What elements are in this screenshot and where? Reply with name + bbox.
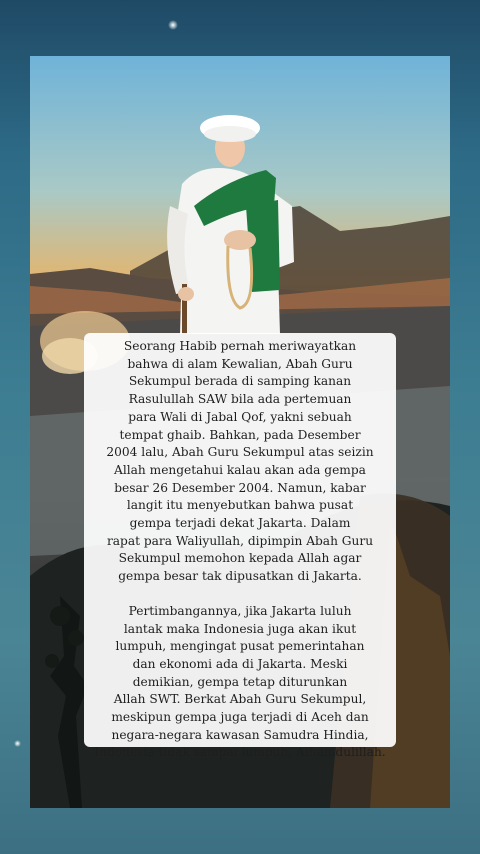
story-line: tempat ghaib. Bahkan, pada Desember [119, 427, 361, 442]
story-text-card [84, 333, 396, 760]
sparkle-decoration [14, 740, 21, 747]
story-line: demikian, gempa tetap diturunkan [132, 674, 348, 689]
story-line: 2004 lalu, Abah Guru Sekumpul atas seizin [106, 445, 374, 460]
story-line: Seorang Habib pernah meriwayatkan [123, 339, 357, 353]
story-line: langit itu menyebutkan bahwa pusat [126, 498, 354, 513]
story-line: Allah mengetahui kalau akan ada gempa [114, 462, 366, 477]
story-line: bahwa di alam Kewalian, Abah Guru [127, 356, 353, 371]
story-line: Pertimbangannya, jika Jakarta luluh [128, 603, 352, 618]
sparkle-decoration [168, 20, 178, 30]
person-figure [167, 115, 294, 334]
story-line: Sekumpul memohon kepada Allah agar [118, 551, 362, 566]
story-line: Allah SWT. Berkat Abah Guru Sekumpul, [113, 692, 367, 707]
story-line: rapat para Waliyullah, dipimpin Abah Guru [106, 533, 374, 548]
story-line: lumpuh, mengingat pusat pemerintahan [115, 639, 365, 654]
story-line: gempa besar tak dipusatkan di Jakarta. [118, 569, 362, 584]
paragraph-spacer [90, 586, 390, 603]
story-line: lantak maka Indonesia juga akan ikut [123, 621, 357, 636]
story-line: negara-negara kawasan Samudra Hindia, [111, 727, 369, 742]
story-line: Rasulullah SAW bila ada pertemuan [128, 392, 352, 407]
story-line: besar 26 Desember 2004. Namun, kabar [114, 480, 366, 495]
story-line: para Wali di Jabal Qof, yakni sebuah [128, 409, 352, 424]
story-line: Sekumpul berada di samping kanan [128, 374, 352, 389]
story-line: meskipun gempa juga terjadi di Aceh dan [111, 710, 369, 725]
story-line: Indonesia tidak sampai lumpuh, Alhamdulillah. [94, 745, 386, 760]
story-line: gempa terjadi dekat Jakarta. Dalam [129, 516, 351, 531]
story-line: dan ekonomi ada di Jakarta. Meski [132, 656, 348, 671]
